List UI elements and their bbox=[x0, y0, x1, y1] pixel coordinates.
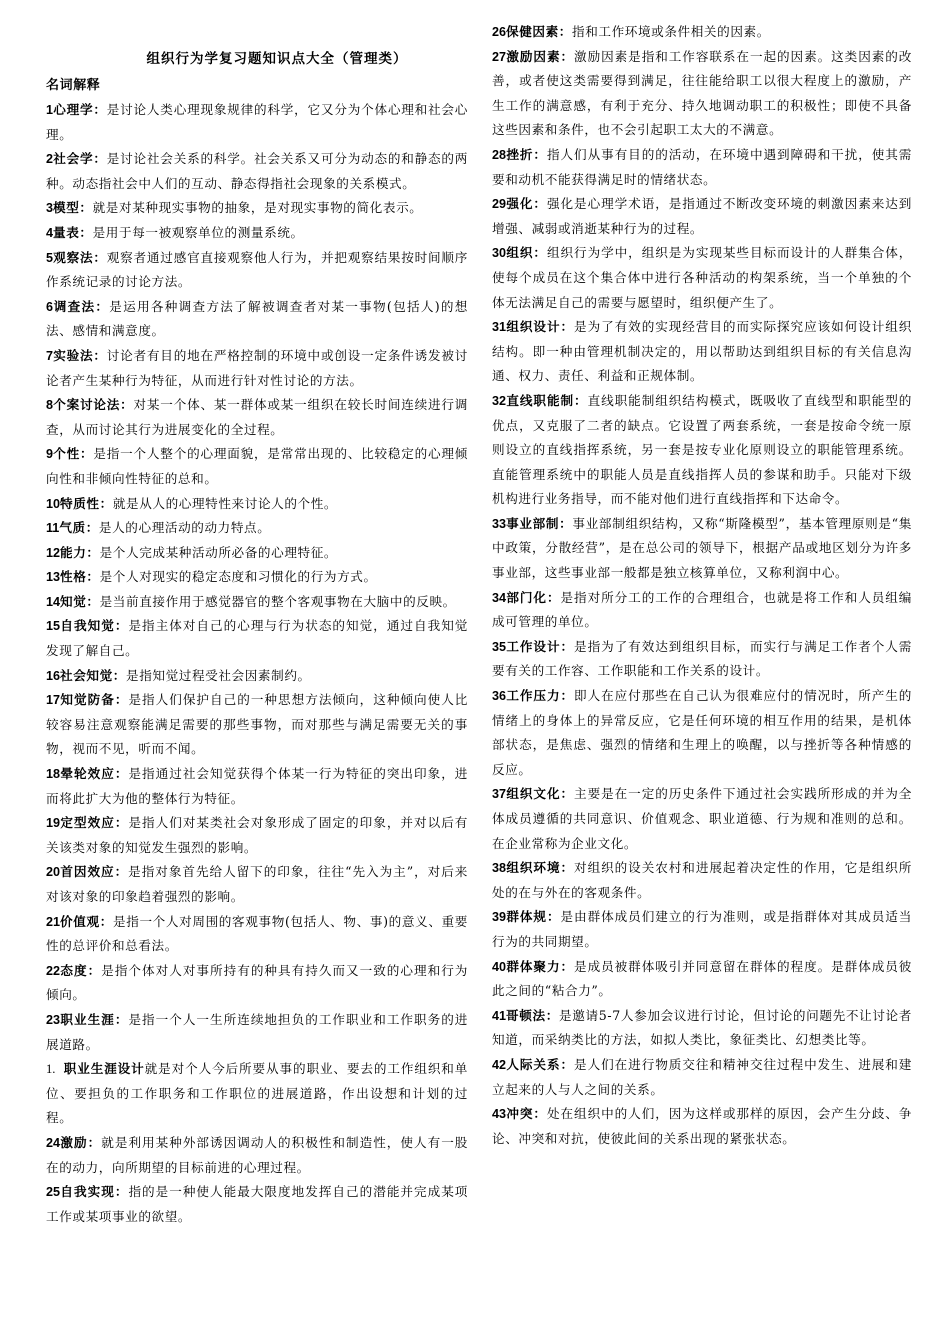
term-name: 工作压力 bbox=[506, 688, 561, 704]
term-definition: 是指个体对人对事所持有的种具有持久而又一致的心理和行为倾向。 bbox=[46, 962, 469, 1003]
term-definition: 指和工作环境或条件相关的因素。 bbox=[572, 24, 770, 39]
term-separator: ： bbox=[114, 1011, 129, 1027]
term-entry bbox=[46, 1180, 468, 1229]
term-number: 22 bbox=[46, 963, 61, 978]
term-definition: 是指一个人一生所连续地担负的工作职业和工作职务的进展道路。 bbox=[46, 1011, 469, 1052]
term-entry bbox=[46, 910, 468, 959]
term-separator: ： bbox=[114, 766, 129, 782]
term-number: 4 bbox=[46, 225, 54, 240]
term-name: 挫折 bbox=[506, 146, 534, 162]
term-number: 38 bbox=[492, 861, 507, 876]
term-separator: ： bbox=[114, 864, 129, 880]
term-entry bbox=[492, 684, 912, 782]
term-entry bbox=[46, 590, 468, 615]
term-name: 组织设计 bbox=[506, 319, 561, 335]
term-definition: 是个人完成某种活动所必备的心理特征。 bbox=[99, 544, 338, 560]
term-separator: ： bbox=[559, 515, 573, 531]
term-definition: 是讨论社会关系的科学。社会关系又可分为动态的和静态的两种。动态指社会中人们的互动、静态得指社会现象的关系模式。 bbox=[46, 151, 468, 191]
term-number: 1. bbox=[46, 1062, 56, 1077]
term-definition: 是指为了有效达到组织目标，而实行与满足工作者个人需要有关的工作容、工作职能和工作关系的设计。 bbox=[492, 638, 912, 679]
term-entry bbox=[46, 492, 468, 517]
term-entry bbox=[46, 196, 468, 221]
term-entry bbox=[492, 955, 912, 1004]
term-name: 部门化 bbox=[506, 589, 547, 605]
term-number: 9 bbox=[46, 447, 54, 462]
term-definition: 是指知觉过程受社会因素制约。 bbox=[126, 667, 311, 683]
term-name: 气质 bbox=[59, 520, 86, 536]
term-number: 43 bbox=[492, 1107, 507, 1122]
term-definition: 是指对所分工的工作的合理组合，也就是将工作和人员组编成可管理的单位。 bbox=[492, 589, 912, 630]
term-name: 量表 bbox=[53, 224, 80, 240]
term-definition: 强化是心理学术语，是指通过不断改变环境的刺激因素来达到增强、减弱或消逝某种行为的过程。 bbox=[492, 196, 913, 236]
term-name: 强化 bbox=[506, 196, 534, 212]
document-title: 组织行为学复习题知识点大全（管理类） bbox=[146, 51, 408, 67]
term-entry bbox=[46, 344, 468, 393]
term-entry bbox=[46, 442, 468, 491]
term-name: 组织文化 bbox=[506, 786, 561, 802]
term-name: 组织 bbox=[506, 245, 534, 261]
term-entry bbox=[46, 860, 468, 909]
term-entry bbox=[46, 762, 468, 811]
right-column bbox=[492, 20, 912, 1151]
term-number: 11 bbox=[46, 521, 60, 536]
term-number: 29 bbox=[492, 197, 507, 212]
term-separator: ： bbox=[114, 1184, 129, 1200]
term-number: 2 bbox=[46, 152, 54, 167]
term-name: 个性 bbox=[53, 446, 80, 462]
term-definition: 指的是一种使人能最大限度地发挥自己的潜能并完成某项工作或某项事业的欲望。 bbox=[46, 1184, 469, 1224]
term-separator: ： bbox=[560, 786, 575, 802]
term-separator: ： bbox=[533, 146, 547, 162]
term-separator: ： bbox=[93, 249, 107, 265]
term-number: 33 bbox=[492, 516, 507, 531]
term-number: 20 bbox=[46, 865, 61, 880]
term-entry bbox=[46, 246, 468, 295]
term-definition: 处在组织中的人们，因为这样或那样的原因，会产生分歧、争论、冲突和对抗，使彼此间的关系出现的紧张状态。 bbox=[492, 1106, 913, 1146]
term-separator: ： bbox=[560, 638, 575, 654]
term-entry bbox=[492, 1102, 912, 1151]
term-definition: 是为了有效的实现经营目的而实际探究应该如何设计组织结构。即一种由管理机制决定的，用以帮助达到组织目标的有关信息沟通、权力、责任、利益和正规体制。 bbox=[492, 319, 912, 384]
term-name: 能力 bbox=[60, 544, 87, 560]
term-number: 18 bbox=[46, 767, 61, 782]
term-separator: ： bbox=[95, 298, 110, 314]
term-entry bbox=[492, 512, 912, 586]
term-separator: ： bbox=[560, 860, 575, 876]
term-definition: 即人在应付那些在自己认为很难应付的情况时，所产生的情绪上的身体上的异常反应，它是任何环境的相互作用的结果，是机体部状态，是焦虑、强烈的情绪和生理上的唤醒，以与挫折等各种情感的反应。 bbox=[492, 688, 912, 777]
term-number: 28 bbox=[492, 147, 507, 162]
term-number: 17 bbox=[46, 693, 61, 708]
term-number: 13 bbox=[46, 570, 61, 585]
term-definition: 是成员被群体吸引并同意留在群体的程度。是群体成员彼此之间的“粘合力”。 bbox=[492, 958, 912, 999]
term-separator: ： bbox=[86, 544, 100, 560]
term-definition: 是讨论人类心理现象规律的科学，它又分为个体心理和社会心理。 bbox=[46, 102, 468, 142]
term-entry bbox=[492, 143, 912, 192]
term-name: 晕轮效应 bbox=[60, 766, 115, 782]
term-separator: ： bbox=[79, 224, 93, 240]
term-separator: ： bbox=[99, 495, 113, 511]
term-name: 定型效应 bbox=[60, 815, 115, 831]
term-name: 实验法 bbox=[53, 347, 94, 363]
term-number: 26 bbox=[492, 25, 507, 39]
term-number: 10 bbox=[46, 496, 61, 511]
term-entry bbox=[46, 98, 468, 147]
term-entry bbox=[492, 315, 912, 389]
term-definition: 是指人们对某类社会对象形成了固定的印象，并对以后有关该类对象的知觉发生强烈的影响。 bbox=[46, 815, 469, 855]
term-separator: ： bbox=[79, 446, 94, 462]
term-definition: 是人们在进行物质交往和精神交往过程中发生、进展和建立起来的人与人之间的关系。 bbox=[492, 1056, 912, 1097]
term-definition: 对组织的设关农村和进展起着决定性的作用，它是组织所处的在与外在的客观条件。 bbox=[492, 860, 912, 900]
term-separator: ： bbox=[114, 815, 129, 831]
term-entry bbox=[492, 20, 912, 45]
term-definition: 指人们从事有目的的活动，在环境中遇到障碍和干扰，使其需要和动机不能获得满足时的情绪状态。 bbox=[492, 146, 913, 187]
term-entry bbox=[46, 959, 468, 1008]
term-separator: ： bbox=[85, 520, 99, 536]
term-definition: 讨论者有目的地在严格控制的环境中或创设一定条件诱发被讨论者产生某种行为特征，从而进行针对性讨论的方法。 bbox=[46, 347, 468, 388]
term-definition: 就是对某种现实事物的抽象，是对现实事物的简化表示。 bbox=[92, 200, 423, 216]
term-name: 模型 bbox=[53, 200, 80, 216]
term-separator: ： bbox=[93, 151, 107, 167]
term-number: 42 bbox=[492, 1057, 507, 1072]
term-name: 激励 bbox=[60, 1134, 88, 1150]
term-number: 6 bbox=[46, 299, 54, 314]
term-entry bbox=[492, 389, 912, 512]
term-number: 25 bbox=[46, 1185, 61, 1200]
left-column bbox=[46, 44, 468, 1229]
left-entry-list bbox=[46, 98, 468, 1229]
term-name: 社会知觉 bbox=[60, 667, 113, 683]
term-definition: 事业部制组织结构，又称“斯隆模型”，基本管理原则是“集中政策，分散经营”，是在总公司的领导下，根据产品或地区划分为许多事业部，这些事业部一般都是独立核算单位，又称利润中心。 bbox=[492, 515, 912, 581]
term-entry bbox=[46, 614, 468, 663]
term-number: 19 bbox=[46, 816, 61, 831]
term-entry bbox=[492, 635, 912, 684]
term-name: 职业生涯 bbox=[60, 1011, 115, 1027]
term-definition: 就是利用某种外部诱因调动人的积极性和制造性，使人有一股在的动力，向所期望的目标前进的心理过程。 bbox=[46, 1134, 469, 1175]
term-entry bbox=[492, 1053, 912, 1102]
term-number: 1 bbox=[46, 103, 54, 117]
term-number: 3 bbox=[46, 201, 54, 216]
term-separator: ： bbox=[560, 319, 575, 335]
term-separator: ： bbox=[560, 48, 575, 64]
term-name: 保健因素 bbox=[506, 24, 559, 39]
term-separator: ： bbox=[79, 200, 93, 216]
term-definition: 是用于每一被观察单位的测量系统。 bbox=[92, 224, 304, 240]
term-separator: ： bbox=[546, 589, 561, 605]
term-entry bbox=[46, 516, 468, 541]
right-entry-list bbox=[492, 20, 912, 1151]
term-definition: 对某一个体、某一群体或某一组织在较长时间连续进行调查，从而讨论其行为进展变化的全过程。 bbox=[46, 397, 468, 437]
term-number: 35 bbox=[492, 639, 507, 654]
term-entry bbox=[46, 541, 468, 566]
term-separator: ： bbox=[87, 962, 102, 978]
term-entry bbox=[492, 782, 912, 856]
term-number: 15 bbox=[46, 619, 61, 634]
term-number: 41 bbox=[492, 1008, 507, 1023]
term-number: 27 bbox=[492, 49, 507, 64]
term-name: 冲突 bbox=[506, 1106, 534, 1122]
term-number: 24 bbox=[46, 1135, 61, 1150]
term-entry bbox=[492, 905, 912, 954]
term-number: 8 bbox=[46, 398, 54, 413]
term-name: 群体聚力 bbox=[506, 958, 561, 974]
term-name: 知觉防备 bbox=[60, 692, 115, 708]
term-definition: 是指对象首先给人留下的印象，往往“先入为主”，对后来对该对象的印象趋着强烈的影响。 bbox=[46, 864, 468, 904]
term-separator: ： bbox=[93, 347, 107, 363]
term-definition: 激励因素是指和工作容联系在一起的因素。这类因素的改善，或者使这类需要得到满足，往往能给职工以很大程度上的激励，产生工作的满意感，有利于充分、持久地调动职工的积极性；即使不具备这些因素和条件，也不会引起职工太大的不满意。 bbox=[492, 48, 912, 138]
term-definition: 是运用各种调查方法了解被调查者对某一事物(包括人)的想法、感情和满意度。 bbox=[46, 298, 468, 339]
term-separator: ： bbox=[533, 1106, 547, 1122]
term-entry bbox=[46, 1008, 468, 1057]
term-name: 首因效应 bbox=[60, 864, 115, 880]
term-separator: ： bbox=[112, 667, 126, 683]
term-entry bbox=[46, 221, 468, 246]
term-number: 12 bbox=[46, 545, 61, 560]
term-entry bbox=[46, 664, 468, 689]
term-definition: 是人的心理活动的动力特点。 bbox=[98, 520, 271, 536]
term-separator: ： bbox=[86, 569, 100, 585]
term-name: 组织环境 bbox=[506, 860, 561, 876]
term-definition: 是指一个人对周围的客观事物(包括人、物、事)的意义、重要性的总评价和总看法。 bbox=[46, 913, 468, 954]
term-name: 自我知觉 bbox=[60, 618, 115, 634]
term-definition: 是指一个人整个的心理面貌，是常常出现的、比较稳定的心理倾向性和非倾向性特征的总和。 bbox=[46, 446, 468, 486]
term-separator: ： bbox=[120, 397, 134, 413]
term-number: 21 bbox=[46, 914, 61, 929]
term-separator: ： bbox=[533, 196, 547, 212]
term-name: 调查法 bbox=[53, 298, 96, 314]
term-name: 直线职能制 bbox=[506, 392, 575, 408]
term-name: 哥顿法 bbox=[506, 1007, 546, 1023]
term-number: 40 bbox=[492, 959, 507, 974]
term-name: 工作设计 bbox=[506, 638, 561, 654]
term-entry bbox=[46, 295, 468, 344]
term-number: 14 bbox=[46, 594, 61, 609]
term-entry bbox=[492, 241, 912, 315]
term-name: 心理学 bbox=[53, 102, 94, 117]
term-name: 观察法 bbox=[53, 249, 94, 265]
term-name: 价值观 bbox=[60, 913, 100, 929]
term-entry bbox=[492, 45, 912, 143]
term-number: 16 bbox=[46, 668, 61, 683]
term-name: 人际关系 bbox=[506, 1056, 561, 1072]
term-separator: ： bbox=[533, 245, 547, 261]
term-number: 36 bbox=[492, 689, 507, 704]
term-separator: ： bbox=[114, 692, 129, 708]
section-heading: 名词解释 bbox=[46, 78, 101, 93]
term-entry bbox=[46, 811, 468, 860]
term-name: 态度 bbox=[60, 962, 88, 978]
term-definition: 是由群体成员们建立的行为准则，或是指群体对其成员适当行为的共同期望。 bbox=[492, 909, 912, 949]
term-definition: 是指人们保护自己的一种思想方法倾向，这种倾向使人比较容易注意观察能满足需要的那些事物，而对那些与满足需要无关的事物，视而不见，听而不闻。 bbox=[46, 692, 469, 757]
term-number: 37 bbox=[492, 787, 507, 802]
term-number: 30 bbox=[492, 246, 507, 261]
term-separator: ： bbox=[545, 1007, 560, 1023]
term-name: 自我实现 bbox=[60, 1184, 115, 1200]
term-name: 社会学 bbox=[53, 151, 94, 167]
term-number: 39 bbox=[492, 910, 507, 925]
term-definition: 组织行为学中，组织是为实现某些目标而设计的人群集合体，使每个成员在这个集合体中进行各种活动的构架系统，当一个单独的个体无法满足自己的需要与愿望时，组织便产生了。 bbox=[492, 245, 913, 310]
term-entry bbox=[46, 1057, 468, 1131]
term-name: 职业生涯设计 bbox=[63, 1061, 145, 1077]
term-name: 激励因素 bbox=[506, 48, 561, 64]
term-separator: ： bbox=[560, 1056, 575, 1072]
term-entry bbox=[46, 565, 468, 590]
term-definition: 是当前直接作用于感觉器官的整个客观事物在大脑中的反映。 bbox=[99, 593, 456, 609]
term-entry bbox=[46, 147, 468, 196]
term-name: 事业部制 bbox=[506, 515, 560, 531]
term-number: 23 bbox=[46, 1012, 61, 1027]
term-name: 性格 bbox=[60, 569, 87, 585]
term-separator: ： bbox=[99, 913, 113, 929]
term-definition: 就是对个人今后所要从事的职业、要去的工作组织和单位、要担负的工作职务和工作职位的进展道路，作出设想和计划的过程。 bbox=[46, 1061, 468, 1126]
term-number: 7 bbox=[46, 348, 54, 363]
term-definition: 主要是在一定的历史条件下通过社会实践所形成的并为全体成员遵循的共同意识、价值观念、职业道德、行为规和准则的总和。在企业常称为企业文化。 bbox=[492, 786, 912, 851]
term-separator: ： bbox=[560, 958, 575, 974]
term-definition: 观察者通过感官直接观察他人行为，并把观察结果按时间顺序作系统记录的讨论方法。 bbox=[46, 249, 468, 290]
term-separator: ： bbox=[114, 618, 129, 634]
term-definition: 是指主体对自己的心理与行为状态的知觉，通过自我知觉发现了解自己。 bbox=[46, 618, 469, 659]
term-name: 特质性 bbox=[60, 495, 100, 511]
term-name: 个案讨论法 bbox=[53, 397, 121, 413]
term-separator: ： bbox=[546, 909, 561, 925]
term-separator: ： bbox=[87, 1134, 102, 1150]
term-definition: 就是从人的心理特性来讨论人的个性。 bbox=[112, 495, 338, 511]
term-separator: ： bbox=[558, 24, 572, 39]
term-entry bbox=[492, 856, 912, 905]
term-separator: ： bbox=[560, 688, 575, 704]
term-separator: ： bbox=[86, 593, 100, 609]
term-number: 34 bbox=[492, 590, 507, 605]
term-definition: 直线职能制组织结构模式，既吸收了直线型和职能型的优点，又克服了二者的缺点。它设置了两套系统，一套是按命令统一原则设立的直线指挥系统，另一套是按专业化原则设立的职能管理系统。直能管理系统中的职能人员是直线指挥人员的参谋和助手。只能对下级机构进行业务指导，而不能对他们进行直线指挥和下达命令。 bbox=[492, 392, 912, 507]
term-entry bbox=[46, 393, 468, 442]
term-entry bbox=[492, 192, 912, 241]
term-definition: 是指通过社会知觉获得个体某一行为特征的突出印象，进而将此扩大为他的整体行为特征。 bbox=[46, 766, 469, 806]
term-number: 31 bbox=[492, 320, 507, 335]
term-entry bbox=[492, 1004, 912, 1053]
term-separator: ： bbox=[93, 102, 107, 117]
term-number: 5 bbox=[46, 250, 54, 265]
term-entry bbox=[492, 586, 912, 635]
term-definition: 是邀请5-7人参加会议进行讨论，但讨论的问题先不让讨论者知道，而采纳类比的方法，如拟人类比，象征类比、幻想类比等。 bbox=[492, 1007, 912, 1048]
term-separator: ： bbox=[574, 392, 588, 408]
term-name: 知觉 bbox=[60, 593, 87, 609]
term-entry bbox=[46, 1131, 468, 1180]
term-definition: 是个人对现实的稳定态度和习惯化的行为方式。 bbox=[99, 569, 377, 585]
term-entry bbox=[46, 688, 468, 762]
term-name: 群体规 bbox=[506, 909, 547, 925]
term-number: 32 bbox=[492, 393, 507, 408]
